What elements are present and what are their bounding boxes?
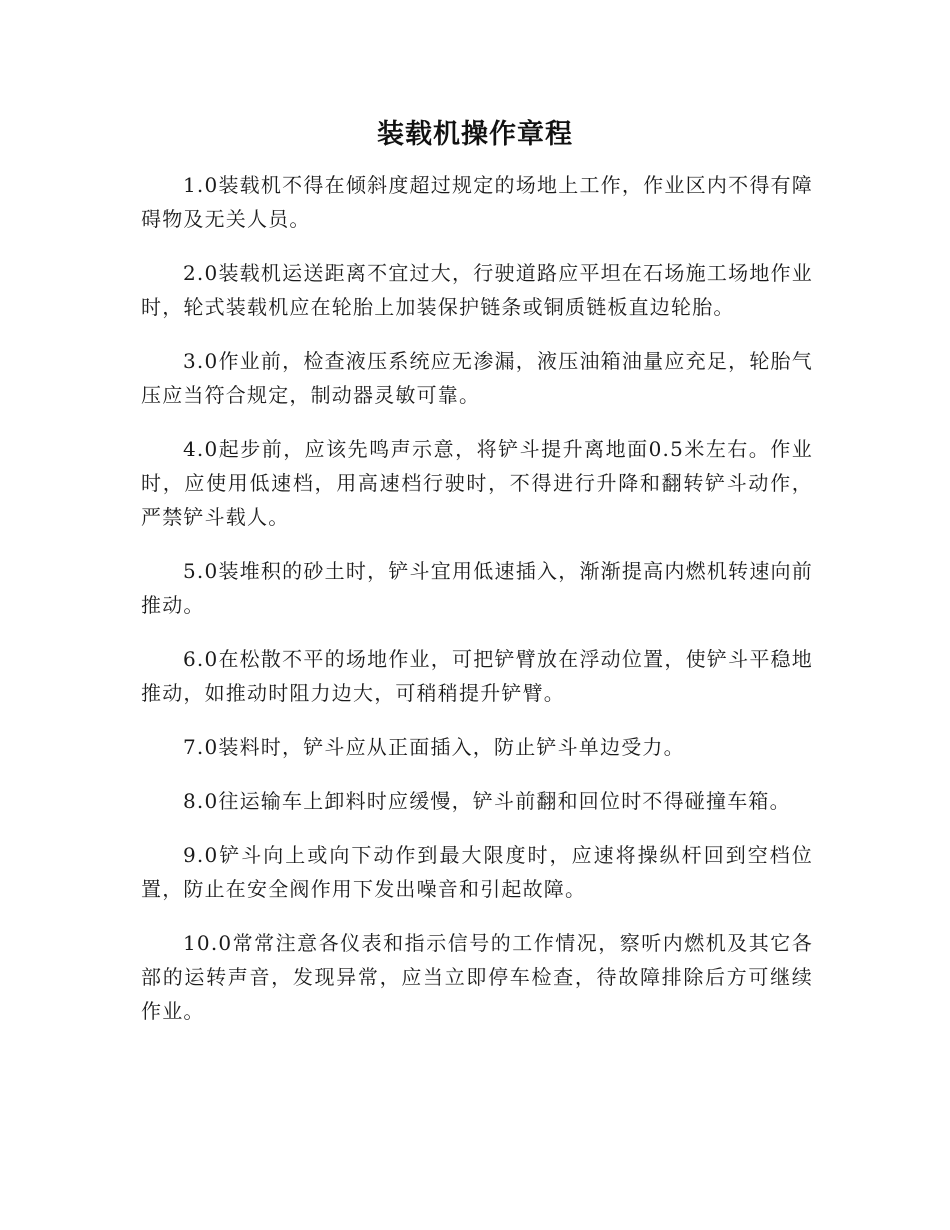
document-title: 装载机操作章程: [377, 119, 573, 150]
paragraph-2: 2.0装载机运送距离不宜过大，行驶道路应平坦在石场施工场地作业时，轮式装载机应在轮胎上加装保护链条或铜质链板直边轮胎。: [141, 261, 813, 319]
paragraph-9: 9.0铲斗向上或向下动作到最大限度时，应速将操纵杆回到空档位置，防止在安全阀作用下发出噪音和引起故障。: [141, 843, 813, 901]
paragraph-4: 4.0起步前，应该先鸣声示意，将铲斗提升离地面0.5米左右。作业时，应使用低速档，用高速档行驶时，不得进行升降和翻转铲斗动作，严禁铲斗载人。: [141, 437, 813, 529]
document-body: [141, 168, 813, 1048]
paragraph-7: 7.0装料时，铲斗应从正面插入，防止铲斗单边受力。: [183, 735, 685, 759]
paragraph-1: 1.0装载机不得在倾斜度超过规定的场地上工作，作业区内不得有障碍物及无关人员。: [141, 173, 813, 231]
paragraph-10: 10.0常常注意各仪表和指示信号的工作情况，察听内燃机及其它各部的运转声音，发现异常，应当立即停车检查，待故障排除后方可继续作业。: [141, 931, 813, 1023]
paragraph-6: 6.0在松散不平的场地作业，可把铲臂放在浮动位置，使铲斗平稳地推动，如推动时阻力边大，可稍稍提升铲臂。: [141, 647, 813, 705]
paragraph-5: 5.0装堆积的砂土时，铲斗宜用低速插入，渐渐提高内燃机转速向前推动。: [141, 559, 813, 617]
paragraph-3: 3.0作业前，检查液压系统应无渗漏，液压油箱油量应充足，轮胎气压应当符合规定，制动器灵敏可靠。: [141, 349, 813, 407]
paragraph-8: 8.0往运输车上卸料时应缓慢，铲斗前翻和回位时不得碰撞车箱。: [183, 789, 791, 813]
